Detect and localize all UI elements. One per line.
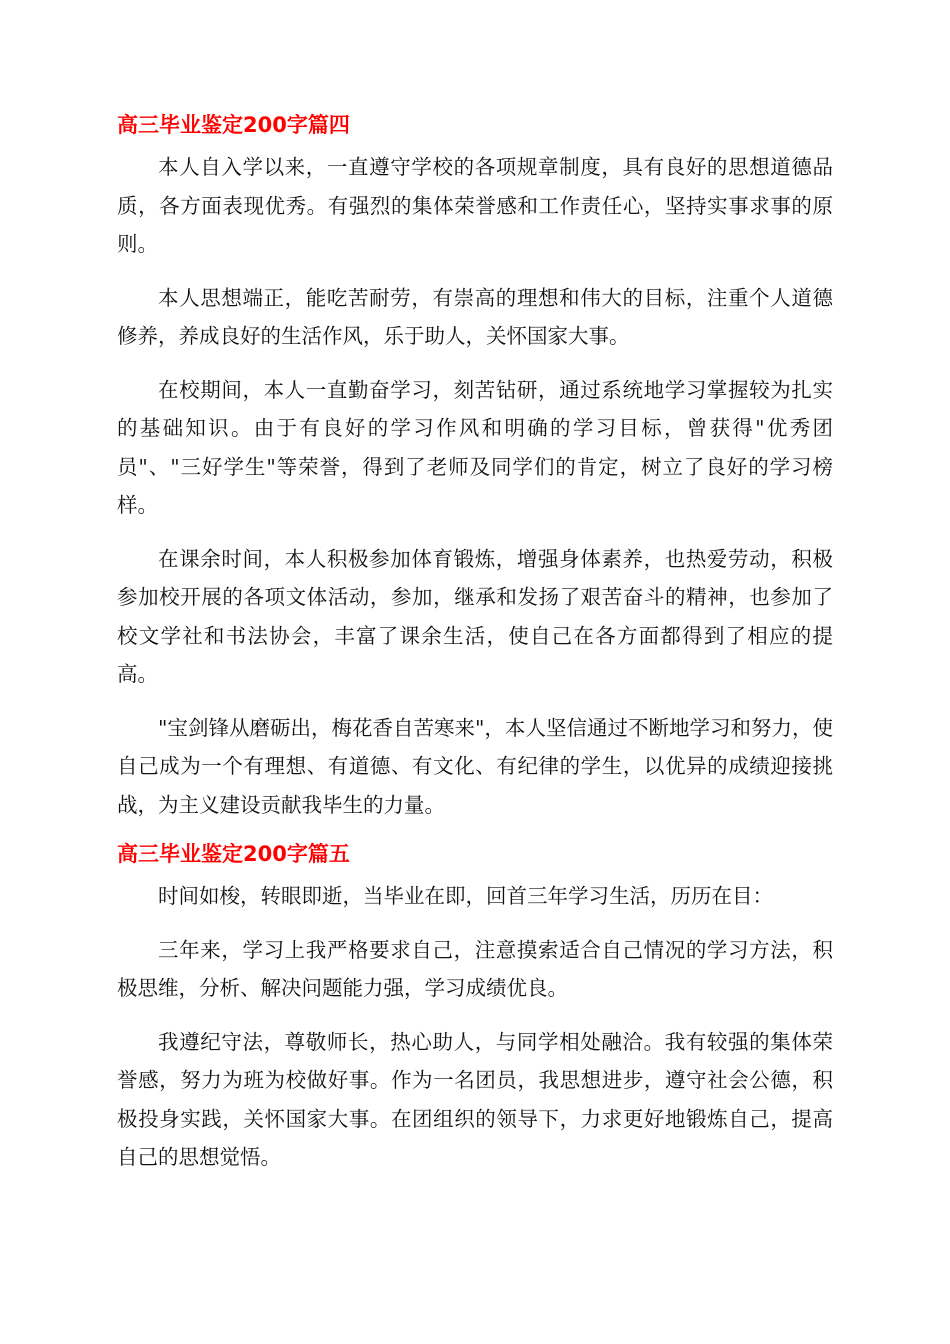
paragraph: 在课余时间，本人积极参加体育锻炼，增强身体素养，也热爱劳动，积极参加校开展的各项文体活动，参加，继承和发扬了艰苦奋斗的精神，也参加了校文学社和书法协会，丰富了课余生活，使自己在各方面都得到了相应的提高。 <box>117 546 833 686</box>
paragraph: 本人思想端正，能吃苦耐劳，有崇高的理想和伟大的目标，注重个人道德修养，养成良好的生活作风，乐于助人，关怀国家大事。 <box>117 285 833 348</box>
paragraph: 本人自入学以来，一直遵守学校的各项规章制度，具有良好的思想道德品质，各方面表现优秀。有强烈的集体荣誉感和工作责任心，坚持实事求事的原则。 <box>117 155 833 256</box>
section-5 <box>117 839 833 1177</box>
paragraph: 三年来，学习上我严格要求自己，注意摸索适合自己情况的学习方法，积极思维，分析、解决问题能力强，学习成绩优良。 <box>117 937 833 1000</box>
paragraph: 在校期间，本人一直勤奋学习，刻苦钻研，通过系统地学习掌握较为扎实的基础知识。由于有良好的学习作风和明确的学习目标，曾获得"优秀团员"、"三好学生"等荣誉，得到了老师及同学们的肯定，树立了良好的学习榜样。 <box>117 377 833 517</box>
section-4 <box>117 110 833 824</box>
section-title: 高三毕业鉴定200字篇五 <box>117 842 350 866</box>
paragraph: 时间如梭，转眼即逝，当毕业在即，回首三年学习生活，历历在目： <box>158 884 773 908</box>
document-page <box>117 110 833 1192</box>
paragraph: "宝剑锋从磨砺出，梅花香自苦寒来"，本人坚信通过不断地学习和努力，使自己成为一个有理想、有道德、有文化、有纪律的学生，以优异的成绩迎接挑战，为主义建设贡献我毕生的力量。 <box>117 715 833 817</box>
paragraph: 我遵纪守法，尊敬师长，热心助人，与同学相处融洽。我有较强的集体荣誉感，努力为班为校做好事。作为一名团员，我思想进步，遵守社会公德，积极投身实践，关怀国家大事。在团组织的领导下，力求更好地锻炼自己，提高自己的思想觉悟。 <box>117 1029 833 1169</box>
section-title: 高三毕业鉴定200字篇四 <box>117 113 350 137</box>
